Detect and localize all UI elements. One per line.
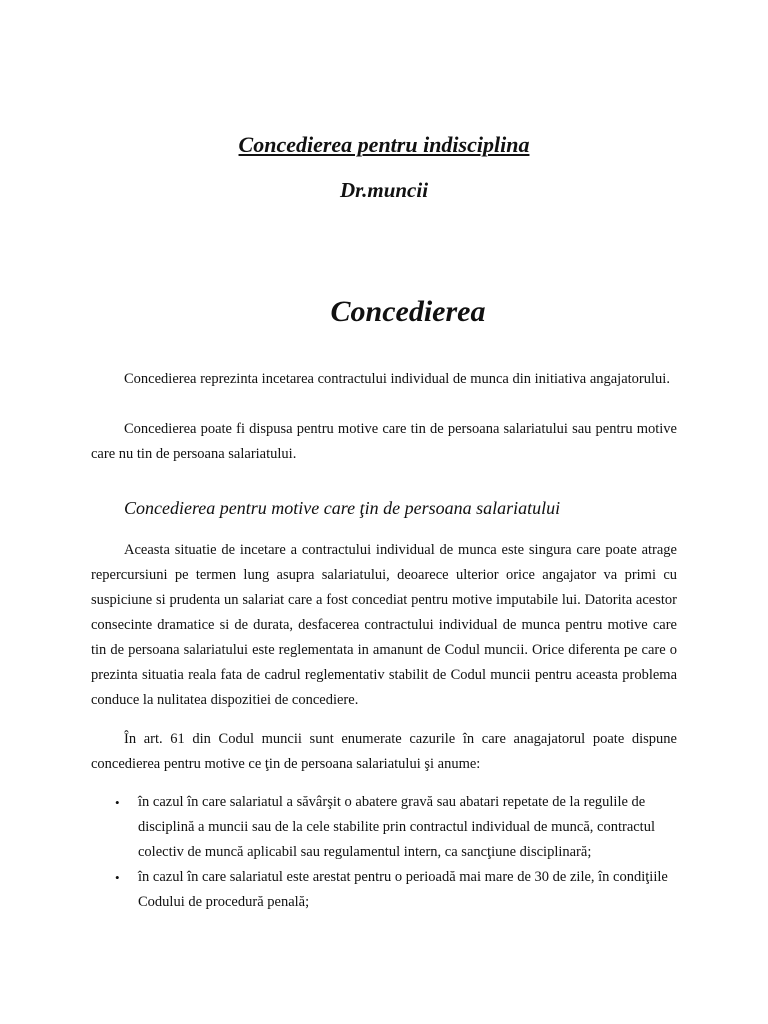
paragraph-definition-text: Concedierea reprezinta incetarea contractului individual de munca din initiativa angajatorului. <box>124 371 670 387</box>
document-subtitle: Dr.muncii <box>339 178 429 202</box>
paragraph-consequences-text: Aceasta situatie de incetare a contractului individual de munca este singura care poate atrage repercursiuni pe termen lung asupra salariatului, deoarece ulterior orice angajator va primi cu suspiciune si prudenta un salariat care a fost concediat pentru motive imputabile lui. Datorita acestor consecinte dramatice si de durata, desfacerea contractului individual de munca pentru motive care tin de persoana salariatului este reglementata in amanunt de Codul muncii. Orice diferenta pe care o prezinta situatia reala fata de cadrul reglementativ stabilit de Codul muncii pentru aceasta problema conduce la nulitatea dispozitiei de concediere. <box>91 542 677 708</box>
paragraph-article-61 <box>91 727 677 777</box>
document-title: Concedierea pentru indisciplina <box>238 132 530 157</box>
main-heading: Concedierea <box>330 295 486 328</box>
paragraph-article-61-text: În art. 61 din Codul muncii sunt enumerate cazurile în care anagajatorul poate dispune concedierea pentru motive ce ţin de persoana salariatului şi anume: <box>91 731 677 772</box>
paragraph-motives-text: Concedierea poate fi dispusa pentru motive care tin de persoana salariatului sau pentru motive care nu tin de persoana salariatului. <box>91 421 677 462</box>
list-item <box>91 790 677 865</box>
bullet-list <box>91 790 677 915</box>
paragraph-consequences <box>91 538 677 713</box>
bullet-icon: • <box>115 870 120 885</box>
paragraph-motives <box>91 417 677 467</box>
list-item-text: în cazul în care salariatul este arestat pentru o perioadă mai mare de 30 de zile, în condiţiile Codului de procedură penală; <box>138 869 668 910</box>
paragraph-definition <box>91 367 677 392</box>
list-item <box>91 865 677 915</box>
section-heading: Concedierea pentru motive care ţin de persoana salariatului <box>124 498 561 518</box>
list-item-text: în cazul în care salariatul a săvârşit o abatere gravă sau abatari repetate de la regulile de disciplină a muncii sau de la cele stabilite prin contractul individual de muncă, contractul colectiv de muncă aplicabil sau regulamentul intern, ca sancţiune disciplinară; <box>138 794 655 860</box>
bullet-icon: • <box>115 795 120 810</box>
